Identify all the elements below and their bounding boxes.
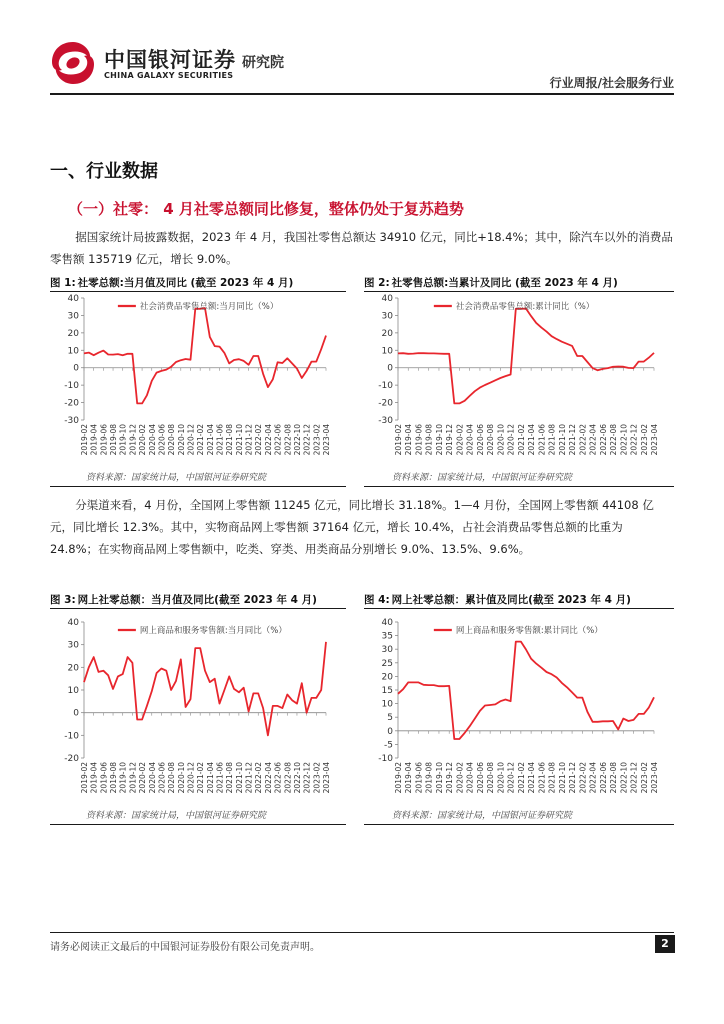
x-tick-label: 2020-04 [147,762,157,794]
y-tick-label: 10 [381,699,393,710]
x-tick-label: 2023-04 [650,424,659,456]
x-tick-label: 2021-04 [527,424,537,456]
x-tick-label: 2023-02 [312,762,322,794]
x-tick-label: 2020-04 [465,762,475,794]
section-title: 一、行业数据 [50,161,158,182]
x-tick-label: 2020-12 [506,762,516,794]
x-tick-label: 2019-02 [394,424,403,456]
x-tick-label: 2021-12 [244,762,254,794]
x-tick-label: 2019-08 [109,762,119,794]
y-tick-label: 30 [67,640,79,651]
x-tick-label: 2020-06 [157,424,167,456]
x-tick-label: 2022-10 [619,424,629,456]
series-line [398,309,654,404]
x-tick-label: 2019-06 [414,424,424,456]
y-tick-label: -20 [64,754,79,764]
y-tick-label: 5 [387,713,393,724]
y-tick-label: 15 [381,686,393,696]
x-tick-label: 2023-04 [322,762,331,794]
y-tick-label: 0 [387,363,393,374]
x-tick-label: 2020-10 [176,424,186,456]
x-tick-label: 2022-02 [254,762,264,794]
x-tick-label: 2019-10 [434,424,444,456]
y-tick-label: -20 [64,398,79,409]
y-tick-label: 30 [381,645,393,656]
legend-label: 社会消费品零售总额:累计同比（%） [455,302,595,312]
chart-4 [364,616,674,802]
figure-1-title [50,275,346,292]
x-tick-label: 2021-04 [205,424,215,456]
x-tick-label: 2021-08 [547,424,557,456]
x-tick-label: 2020-06 [475,424,485,456]
paragraph-1-text: 据国家统计局披露数据，2023 年 4 月，我国社零售总额达 34910 亿元，同比+18.4%；其中，除汽车以外的消费品零售额 135719 亿元，增长 9.0%。 [50,230,673,266]
x-tick-label: 2019-04 [89,424,99,456]
figure-4-title [364,592,674,609]
figure-2-title-text: 社零售总额:当累计及同比 (截至 2023 年 4 月) [391,277,618,289]
x-tick-label: 2020-06 [475,762,485,794]
figure-1-source: 资料来源：国家统计局，中国银河证券研究院 [86,473,267,483]
y-tick-label: -10 [378,754,393,764]
paragraph-1 [50,226,674,270]
figure-3-title-text: 网上社零总额：当月值及同比(截至 2023 年 4 月) [77,594,317,606]
report-header [50,38,674,98]
x-tick-label: 2021-10 [234,424,244,456]
x-tick-label: 2020-08 [486,762,496,794]
x-tick-label: 2023-04 [322,424,331,456]
figure-4-number: 图 4: [364,594,390,606]
x-tick-label: 2019-12 [445,424,455,456]
x-tick-label: 2020-04 [465,424,475,456]
x-tick-label: 2021-06 [537,424,547,456]
x-tick-label: 2023-04 [650,762,659,794]
y-tick-label: -30 [64,416,79,426]
figure-3-bottom-rule [50,824,346,825]
x-tick-label: 2022-04 [588,762,598,794]
x-tick-label: 2020-12 [186,424,196,456]
x-tick-label: 2019-04 [404,424,414,456]
x-tick-label: 2019-06 [99,762,109,794]
y-tick-label: 30 [381,311,393,322]
x-tick-label: 2019-10 [118,424,128,456]
x-tick-label: 2022-12 [629,424,639,456]
x-tick-label: 2020-02 [138,424,148,456]
x-tick-label: 2022-12 [302,762,312,794]
y-tick-label: 20 [67,328,79,339]
x-tick-label: 2022-04 [263,424,273,456]
figure-4-source: 资料来源：国家统计局，中国银河证券研究院 [392,811,573,821]
y-tick-label: 25 [381,658,393,669]
x-tick-label: 2021-10 [557,424,567,456]
y-tick-label: 0 [387,726,393,737]
galaxy-logo-icon [50,40,96,86]
x-tick-label: 2022-02 [254,424,264,456]
brand-name-cn: 中国银河证券 [104,48,236,72]
figure-3-title [50,592,346,609]
x-tick-label: 2019-04 [89,762,99,794]
x-tick-label: 2022-08 [283,762,293,794]
x-tick-label: 2020-08 [486,424,496,456]
page-number: 2 [655,935,675,953]
x-tick-label: 2019-12 [128,424,138,456]
x-tick-label: 2021-06 [537,762,547,794]
y-tick-label: 40 [67,618,79,628]
x-tick-label: 2021-08 [547,762,557,794]
x-tick-label: 2022-12 [302,424,312,456]
report-type: 行业周报/社会服务行业 [549,76,674,90]
x-tick-label: 2022-08 [283,424,293,456]
x-tick-label: 2020-02 [455,424,465,456]
figure-2-source: 资料来源：国家统计局，中国银河证券研究院 [392,473,573,483]
x-tick-label: 2020-08 [167,424,177,456]
y-tick-label: 40 [67,294,79,304]
x-tick-label: 2020-10 [496,762,506,794]
chart-2 [364,292,674,464]
x-tick-label: 2021-06 [215,762,225,794]
x-tick-label: 2019-10 [118,762,128,794]
y-tick-label: -30 [378,416,393,426]
y-tick-label: -5 [384,740,393,751]
subsection-title: （一）社零： 4 月社零总额同比修复，整体仍处于复苏趋势 [68,200,464,218]
x-tick-label: 2019-06 [414,762,424,794]
x-tick-label: 2022-06 [598,762,608,794]
x-tick-label: 2021-02 [196,424,206,456]
x-tick-label: 2023-02 [639,424,649,456]
x-tick-label: 2020-12 [506,424,516,456]
y-tick-label: 30 [67,311,79,322]
x-tick-label: 2022-10 [292,762,302,794]
series-line [398,642,654,739]
chart-1 [50,292,346,464]
x-tick-label: 2019-08 [424,424,434,456]
x-tick-label: 2019-02 [80,762,89,794]
x-tick-label: 2022-10 [619,762,629,794]
x-tick-label: 2019-12 [128,762,138,794]
x-tick-label: 2021-12 [568,424,578,456]
series-line [84,642,326,735]
x-tick-label: 2022-08 [609,424,619,456]
x-tick-label: 2021-06 [215,424,225,456]
x-tick-label: 2020-08 [167,762,177,794]
x-tick-label: 2019-12 [445,762,455,794]
x-tick-label: 2020-10 [496,424,506,456]
y-tick-label: 40 [381,294,393,304]
x-tick-label: 2019-02 [80,424,89,456]
y-tick-label: 0 [73,708,79,719]
x-tick-label: 2019-04 [404,762,414,794]
y-tick-label: 20 [381,328,393,339]
x-tick-label: 2022-12 [629,762,639,794]
x-tick-label: 2022-04 [263,762,273,794]
x-tick-label: 2020-02 [455,762,465,794]
figure-4-bottom-rule [364,824,674,825]
y-tick-label: 10 [381,346,393,357]
y-tick-label: 20 [381,672,393,683]
x-tick-label: 2021-04 [205,762,215,794]
x-tick-label: 2019-02 [394,762,403,794]
y-tick-label: 40 [381,618,393,628]
x-tick-label: 2022-08 [609,762,619,794]
figure-4-title-text: 网上社零总额：累计值及同比(截至 2023 年 4 月) [391,594,631,606]
x-tick-label: 2021-12 [568,762,578,794]
x-tick-label: 2020-04 [147,424,157,456]
legend-label: 网上商品和服务零售额:累计同比（%） [455,626,603,636]
x-tick-label: 2021-12 [244,424,254,456]
x-tick-label: 2021-02 [516,762,526,794]
footer-disclaimer: 请务必阅读正文最后的中国银河证券股份有限公司免责声明。 [50,942,320,953]
figure-1-number: 图 1: [50,277,76,289]
x-tick-label: 2023-02 [639,762,649,794]
x-tick-label: 2019-08 [424,762,434,794]
x-tick-label: 2020-12 [186,762,196,794]
header-divider [50,93,674,95]
x-tick-label: 2021-02 [516,424,526,456]
y-tick-label: -10 [378,381,393,392]
x-tick-label: 2022-10 [292,424,302,456]
x-tick-label: 2019-08 [109,424,119,456]
x-tick-label: 2020-02 [138,762,148,794]
legend-label: 社会消费品零售总额:当月同比（%） [139,302,279,312]
x-tick-label: 2023-02 [312,424,322,456]
y-tick-label: 35 [381,631,393,642]
legend-label: 网上商品和服务零售额:当月同比（%） [139,626,287,636]
y-tick-label: 20 [67,663,79,674]
y-tick-label: -20 [378,398,393,409]
x-tick-label: 2021-02 [196,762,206,794]
x-tick-label: 2019-06 [99,424,109,456]
figure-3-source: 资料来源：国家统计局，中国银河证券研究院 [86,811,267,821]
brand-name-en: CHINA GALAXY SECURITIES [104,71,234,80]
paragraph-2-text: 分渠道来看，4 月份，全国网上零售额 11245 亿元，同比增长 31.18%。1—4 月份，全国网上零售额 44108 亿元，同比增长 12.3%。其中，实物商品网上零售额 37164 亿元，增长 10.4%，占社会消费品零售总额的比重为 24.8%；在实物商品网上零售额中，吃类、穿类、用类商品分别增长 9.0%、13.5%、9.6%。 [50,498,654,556]
y-tick-label: 10 [67,346,79,357]
x-tick-label: 2022-06 [273,424,283,456]
x-tick-label: 2021-04 [527,762,537,794]
y-tick-label: 0 [73,363,79,374]
x-tick-label: 2021-10 [234,762,244,794]
figure-2-number: 图 2: [364,277,390,289]
x-tick-label: 2019-10 [434,762,444,794]
series-line [84,308,326,403]
x-tick-label: 2021-08 [225,424,235,456]
figure-3-number: 图 3: [50,594,76,606]
x-tick-label: 2022-02 [578,762,588,794]
x-tick-label: 2021-10 [557,762,567,794]
paragraph-2 [50,494,674,560]
x-tick-label: 2022-06 [273,762,283,794]
x-tick-label: 2021-08 [225,762,235,794]
chart-3 [50,616,346,802]
y-tick-label: -10 [64,381,79,392]
x-tick-label: 2020-06 [157,762,167,794]
x-tick-label: 2020-10 [176,762,186,794]
brand-institute: 研究院 [242,55,284,71]
footer-divider [50,932,674,933]
y-tick-label: 10 [67,686,79,696]
x-tick-label: 2022-04 [588,424,598,456]
figure-2-bottom-rule [364,486,674,487]
x-tick-label: 2022-02 [578,424,588,456]
figure-1-bottom-rule [50,486,346,487]
x-tick-label: 2022-06 [598,424,608,456]
figure-2-title [364,275,674,292]
figure-1-title-text: 社零总额:当月值及同比 (截至 2023 年 4 月) [77,277,294,289]
y-tick-label: -10 [64,731,79,742]
